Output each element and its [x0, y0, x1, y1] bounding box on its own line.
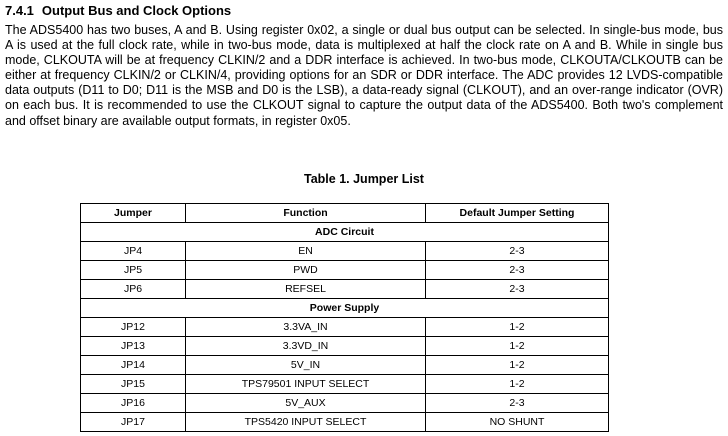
function-cell: 3.3VD_IN: [186, 337, 426, 356]
jumper-cell: JP14: [81, 356, 186, 375]
setting-cell: 2-3: [426, 242, 609, 261]
jumper-cell: JP17: [81, 413, 186, 432]
function-cell: TPS5420 INPUT SELECT: [186, 413, 426, 432]
table-caption: Table 1. Jumper List: [304, 172, 424, 186]
jumper-cell: JP4: [81, 242, 186, 261]
column-header-jumper: Jumper: [81, 204, 186, 223]
setting-cell: 1-2: [426, 337, 609, 356]
table-row: [81, 356, 609, 375]
group-label: Power Supply: [81, 299, 609, 318]
group-row-adc-circuit: [81, 223, 609, 242]
body-paragraph: The ADS5400 has two buses, A and B. Using register 0x02, a single or dual bus output can be selected. In single-bus mode, bus A is used at the full clock rate, while in two-bus mode, data is multiplexed at half the clock rate on A and B. While in single bus mode, CLKOUTA will be at frequency CLKIN/2 and a DDR interface is achieved. In two-bus mode, CLKOUTA/CLKOUTB can be either at frequency CLKIN/2 or CLKIN/4, providing options for an SDR or DDR interface. The ADC provides 12 LVDS-compatible data outputs (D11 to D0; D11 is the MSB and D0 is the LSB), a data-ready signal (CLKOUT), and an over-range indicator (OVR) on each bus. It is recommended to use the CLKOUT signal to capture the output data of the ADS5400. Both two's complement and offset binary are available output formats, in register 0x05.: [5, 23, 723, 128]
function-cell: 5V_AUX: [186, 394, 426, 413]
table-row: [81, 318, 609, 337]
jumper-cell: JP6: [81, 280, 186, 299]
group-label: ADC Circuit: [81, 223, 609, 242]
jumper-cell: JP5: [81, 261, 186, 280]
jumper-cell: JP12: [81, 318, 186, 337]
function-cell: 5V_IN: [186, 356, 426, 375]
setting-cell: 2-3: [426, 394, 609, 413]
section-number: 7.4.1: [5, 3, 34, 18]
jumper-cell: JP15: [81, 375, 186, 394]
table-row: [81, 261, 609, 280]
section-title: Output Bus and Clock Options: [41, 3, 232, 18]
setting-cell: 1-2: [426, 318, 609, 337]
table-row: [81, 375, 609, 394]
function-cell: REFSEL: [186, 280, 426, 299]
setting-cell: 2-3: [426, 261, 609, 280]
jumper-cell: JP16: [81, 394, 186, 413]
function-cell: EN: [186, 242, 426, 261]
column-header-default-setting: Default Jumper Setting: [426, 204, 609, 223]
function-cell: PWD: [186, 261, 426, 280]
setting-cell: NO SHUNT: [426, 413, 609, 432]
table-row: [81, 337, 609, 356]
table-row: [81, 394, 609, 413]
function-cell: 3.3VA_IN: [186, 318, 426, 337]
table-row: [81, 280, 609, 299]
table-row: [81, 413, 609, 432]
section-heading: [5, 3, 231, 19]
setting-cell: 1-2: [426, 356, 609, 375]
setting-cell: 2-3: [426, 280, 609, 299]
setting-cell: 1-2: [426, 375, 609, 394]
table-header-row: [81, 204, 609, 223]
function-cell: TPS79501 INPUT SELECT: [186, 375, 426, 394]
jumper-cell: JP13: [81, 337, 186, 356]
jumper-table: [80, 203, 609, 432]
column-header-function: Function: [186, 204, 426, 223]
group-row-power-supply: [81, 299, 609, 318]
table-row: [81, 242, 609, 261]
